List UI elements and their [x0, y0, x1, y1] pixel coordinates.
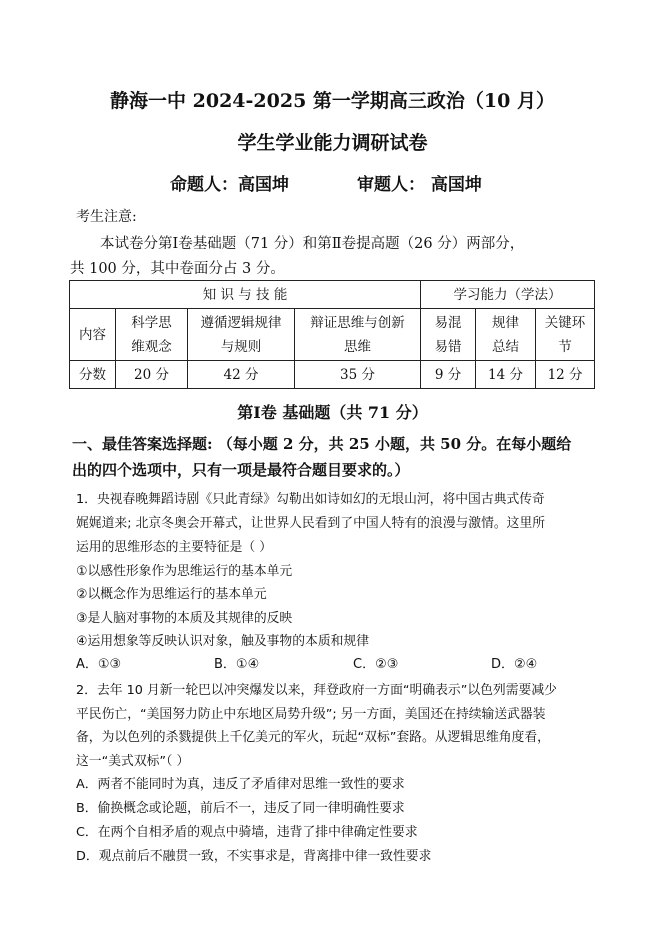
part-instructions-line-2: 出的四个选项中，只有一项是最符合题目要求的。）: [72, 461, 410, 479]
table-score-cell: 14 分: [476, 361, 536, 389]
table-header-cell: 科学思 维观念: [116, 309, 188, 361]
q2-stem-line-3: 备，为以色列的杀戮提供上千亿美元的军火，玩起“双标”套路。从逻辑思维角度看，: [76, 730, 550, 745]
table-row-label-content: 内容: [70, 309, 116, 361]
section-title: 第Ⅰ卷 基础题（共 71 分）: [237, 403, 428, 422]
q2-stem-line-1: 2．去年 10 月新一轮巴以冲突爆发以来，拜登政府一方面“明确表示”以色列需要减少: [76, 683, 557, 698]
exam-title: 静海一中 2024-2025 第一学期高三政治（10 月）: [110, 90, 555, 112]
notice-line-2: 共 100 分，其中卷面分占 3 分。: [70, 261, 285, 277]
table-header-cell: 易混 易错: [421, 309, 476, 361]
score-table: [69, 280, 595, 389]
table-score-cell: 20 分: [116, 361, 188, 389]
q2-option-c[interactable]: C．在两个自相矛盾的观点中骑墙，违背了排中律确定性要求: [76, 825, 418, 840]
q2-option-d[interactable]: D．观点前后不融贯一致，不实事求是，背离排中律一致性要求: [76, 849, 432, 864]
table-header-cell: 遵循逻辑规律 与规则: [188, 309, 295, 361]
q1-item-4: ④运用想象等反映认识对象，触及事物的本质和规律: [76, 634, 370, 649]
author: 命题人：高国坤: [170, 175, 289, 195]
table-score-cell: 12 分: [536, 361, 595, 389]
part-instructions-line-1: 一、最佳答案选择题: （每小题 2 分，共 25 小题，共 50 分。在每小题给: [72, 435, 572, 453]
table-header-cell: 关键环 节: [536, 309, 595, 361]
table-score-cell: 35 分: [295, 361, 421, 389]
q2-option-b[interactable]: B．偷换概念或论题，前后不一，违反了同一律明确性要求: [76, 801, 405, 816]
reviewer: 审题人： 高国坤: [357, 175, 482, 195]
q2-option-a[interactable]: A．两者不能同时为真，违反了矛盾律对思维一致性的要求: [76, 777, 405, 792]
table-header-cell: 规律 总结: [476, 309, 536, 361]
q2-stem-line-2: 平民伤亡，“美国努力防止中东地区局势升级”; 另一方面，美国还在持续输送武器装: [76, 707, 546, 722]
q1-item-3: ③是人脑对事物的本质及其规律的反映: [76, 611, 293, 626]
table-score-cell: 42 分: [188, 361, 295, 389]
table-group-knowledge: 知 识 与 技 能: [70, 281, 421, 309]
table-group-ability: 学习能力（学法）: [421, 281, 595, 309]
exam-subtitle: 学生学业能力调研试卷: [237, 132, 428, 154]
table-row-label-score: 分数: [70, 361, 116, 389]
q1-stem-line-3: 运用的思维形态的主要特征是（ ）: [76, 540, 273, 555]
notice-label: 考生注意:: [76, 209, 137, 225]
q1-item-2: ②以概念作为思维运行的基本单元: [76, 587, 267, 602]
notice-line-1: 本试卷分第Ⅰ卷基础题（71 分）和第Ⅱ卷提高题（26 分）两部分，: [100, 236, 525, 252]
q1-option-d[interactable]: D．②④: [491, 657, 538, 672]
q2-stem-line-4: 这一“美式双标”（ ）: [76, 754, 190, 769]
q1-stem-line-2: 娓娓道来; 北京冬奥会开幕式，让世界人民看到了中国人特有的浪漫与激情。这里所: [76, 516, 546, 531]
q1-stem-line-1: 1．央视春晚舞蹈诗剧《只此青绿》勾勒出如诗如幻的无垠山河，将中国古典式传奇: [76, 492, 545, 507]
q1-option-b[interactable]: B．①④: [214, 657, 260, 672]
q1-item-1: ①以感性形象作为思维运行的基本单元: [76, 564, 293, 579]
table-score-cell: 9 分: [421, 361, 476, 389]
q1-option-a[interactable]: A．①③: [76, 657, 122, 672]
table-header-cell: 辩证思维与创新 思维: [295, 309, 421, 361]
q1-option-c[interactable]: C．②③: [353, 657, 399, 672]
